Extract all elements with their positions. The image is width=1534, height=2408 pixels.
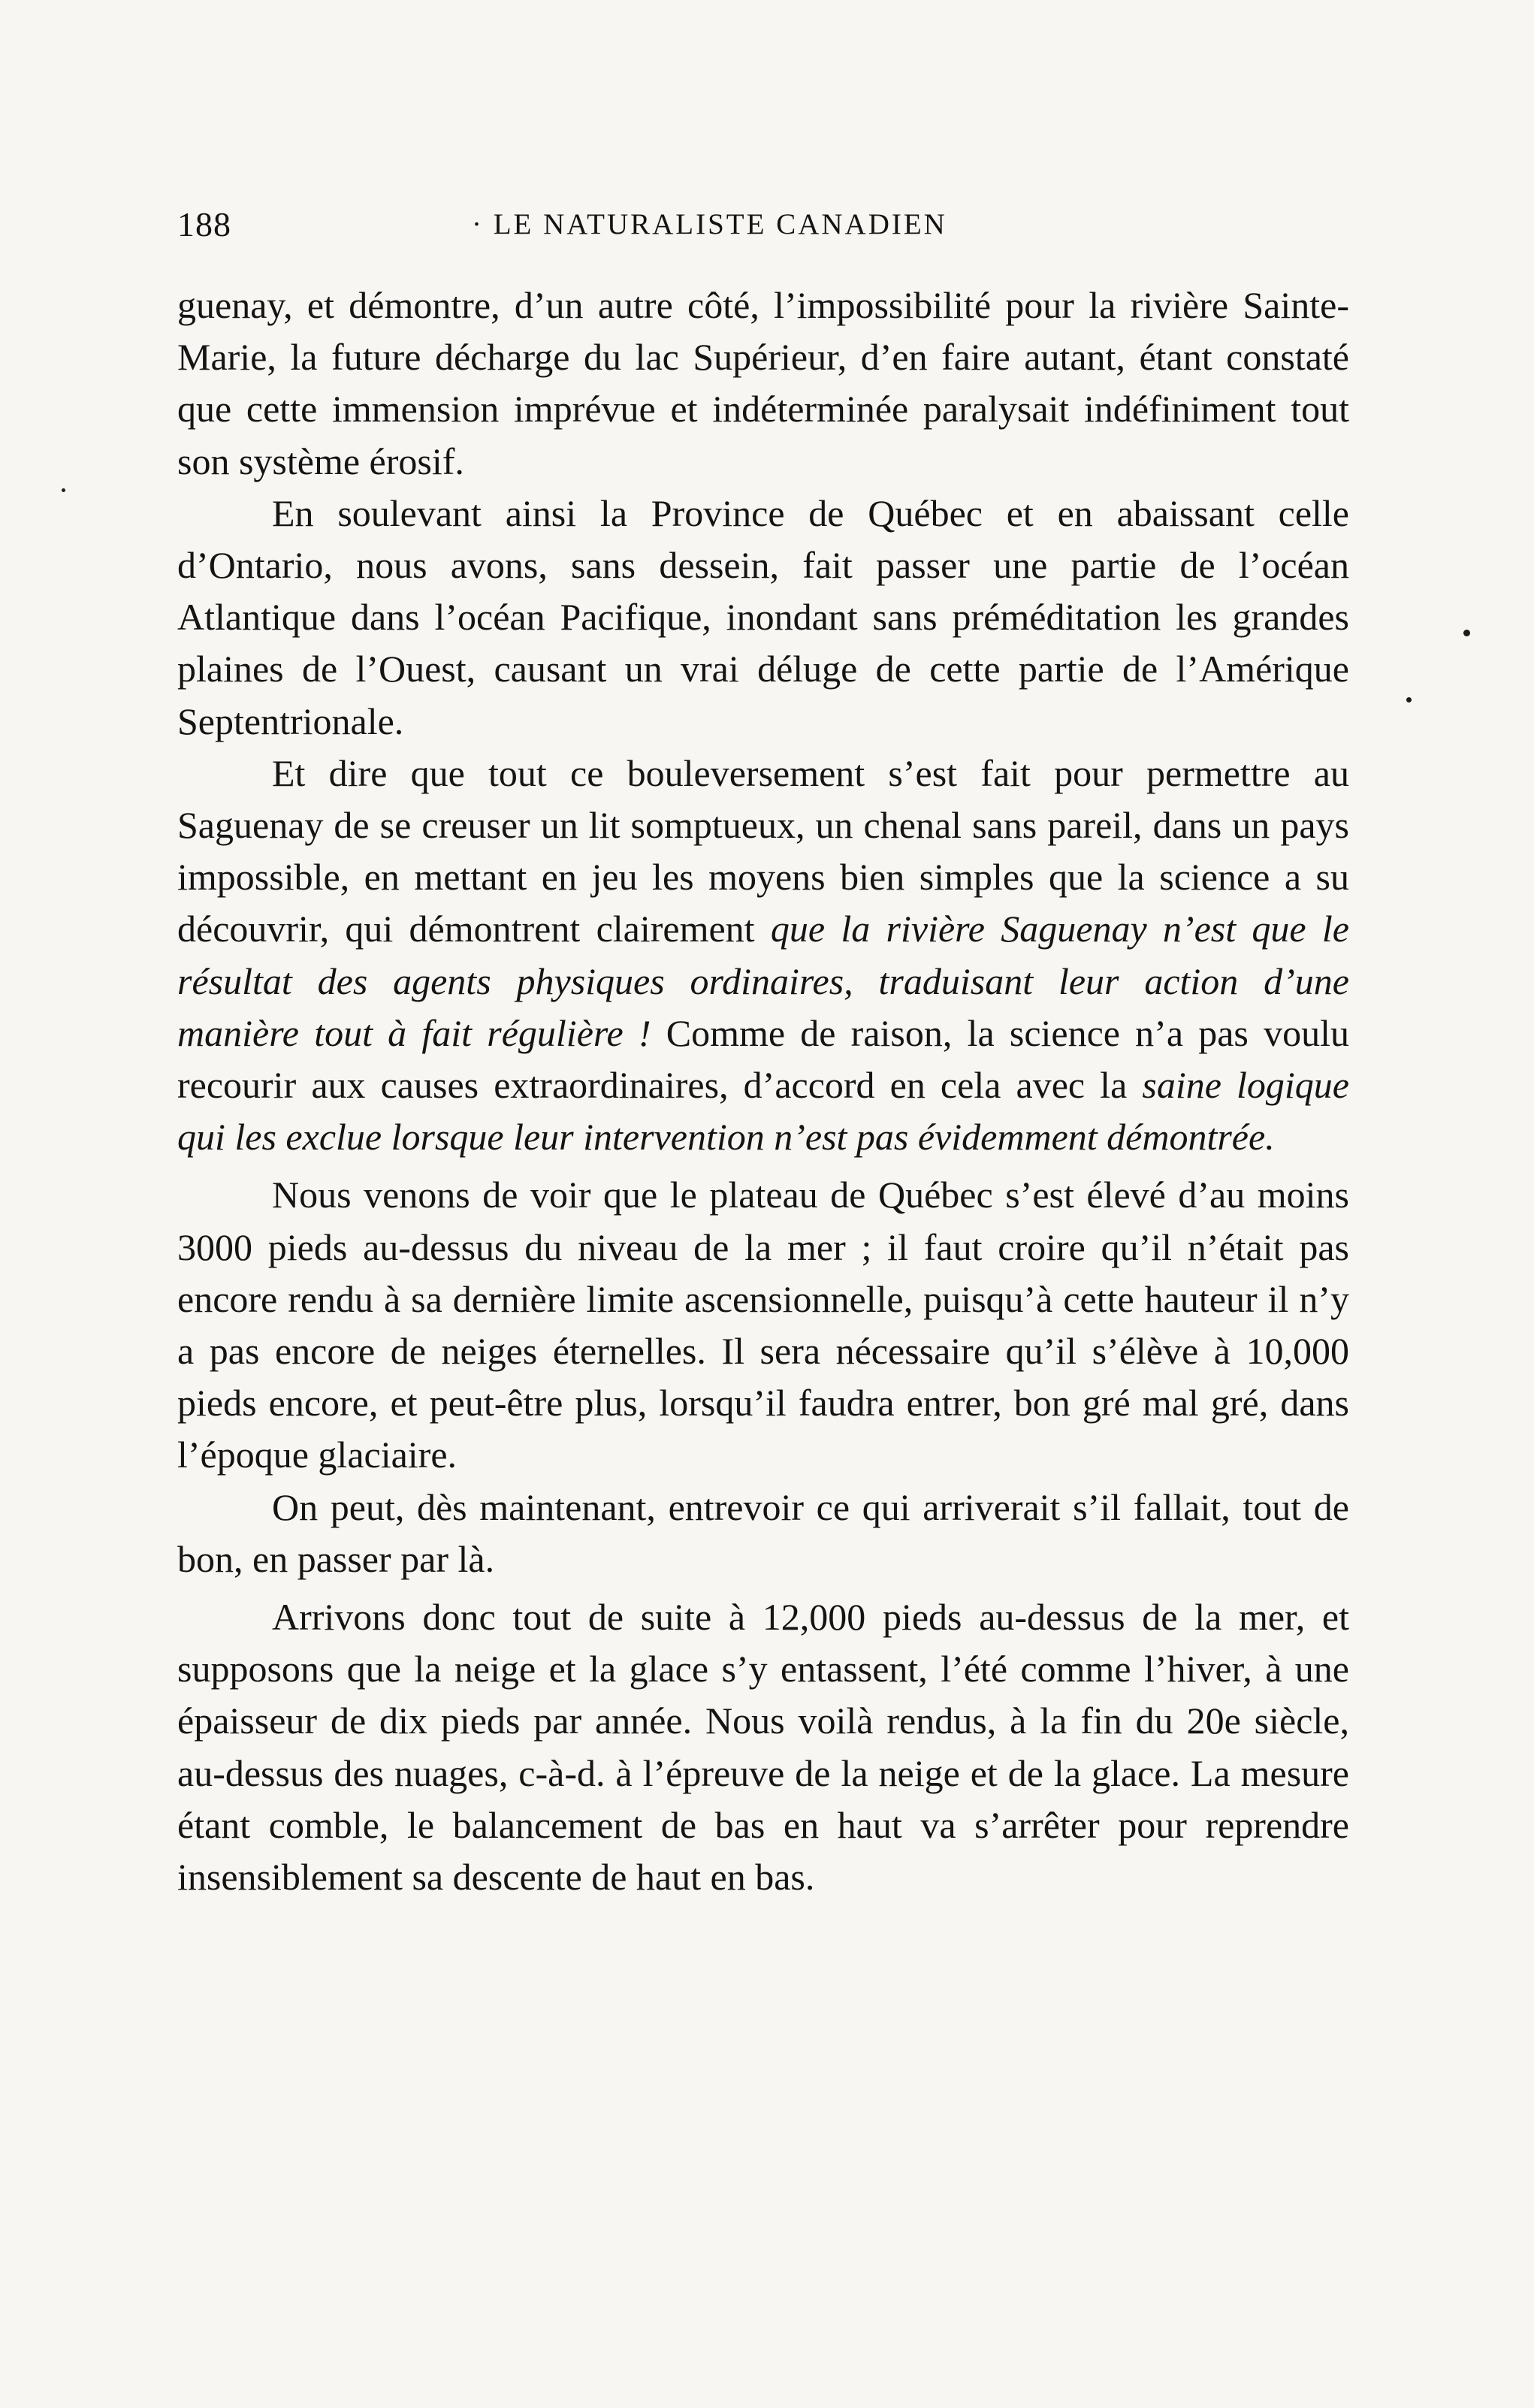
margin-speck xyxy=(1463,630,1470,636)
margin-speck xyxy=(62,488,65,492)
margin-speck xyxy=(1406,697,1412,702)
paragraph-3-italic-2: saine logique qui les exclue lorsque leur intervention n’est pas évidemment démontrée. xyxy=(177,1064,1349,1159)
paragraph-3-roman-1: Et dire que tout ce bouleversement s’est fait pour permettre au Saguenay de se creuser un lit somptueux, un chenal sans pareil, dans un pays impossible, en mettant en jeu les moyens bien simples que la science a su découvrir, qui démontrent clairement xyxy=(177,751,1349,950)
paragraph-3 xyxy=(177,748,1349,1164)
body-text xyxy=(177,279,1349,1903)
paragraph-4: Nous venons de voir que le plateau de Québec s’est élevé d’au moins 3000 pieds au-dessus du niveau de la mer ; il faut croire qu’il n’était pas encore rendu à sa dernière limite ascensionnelle, puisqu’à cette hauteur il n’y a pas encore de neiges éternelles. Il sera nécessaire qu’il s’élève à 10,000 pieds encore, et peut-être plus, lorsqu’il faudra entrer, bon gré mal gré, dans l’époque glaciaire. xyxy=(177,1174,1349,1476)
paragraph-3-roman-2: Comme de raison, la science n’a pas voulu recourir aux causes extraordinaires, d’accord en cela avec la xyxy=(177,1011,1349,1107)
paragraph-2: En soulevant ainsi la Province de Québec et en abaissant celle d’Ontario, nous avons, sans dessein, fait passer une partie de l’océan Atlantique dans l’océan Pacifique, inondant sans préméditation les grandes plaines de l’Ouest, causant un vrai déluge de cette partie de l’Amérique Septentrionale. xyxy=(177,491,1349,742)
paragraph-3-italic-1: que la rivière Saguenay n’est que le résultat des agents physiques ordinaires, traduisant leur action d’une manière tout à fait régulière ! xyxy=(177,908,1349,1054)
page-header xyxy=(177,198,1349,251)
paragraph-1: guenay, et démontre, d’un autre côté, l’impossibilité pour la rivière Sainte-Marie, la future décharge du lac Supérieur, d’en faire autant, étant constaté que cette immension imprévue et indéterminée paralysait indéfiniment tout son système érosif. xyxy=(177,284,1349,482)
paragraph-6: Arrivons donc tout de suite à 12,000 pieds au-dessus de la mer, et supposons que la neige et la glace s’y entassent, l’été comme l’hiver, à une épaisseur de dix pieds par année. Nous voilà rendus, à la fin du 20e siècle, au-dessus des nuages, c-à-d. à l’épreuve de la neige et de la glace. La mesure étant comble, le balancement de bas en haut va s’arrêter pour reprendre insensiblement sa descente de haut en bas. xyxy=(177,1596,1349,1899)
running-head: · LE NATURALISTE CANADIEN xyxy=(472,208,947,240)
page-number: 188 xyxy=(177,205,231,243)
paragraph-5: On peut, dès maintenant, entrevoir ce qui arriverait s’il fallait, tout de bon, en passer par là. xyxy=(177,1485,1349,1580)
